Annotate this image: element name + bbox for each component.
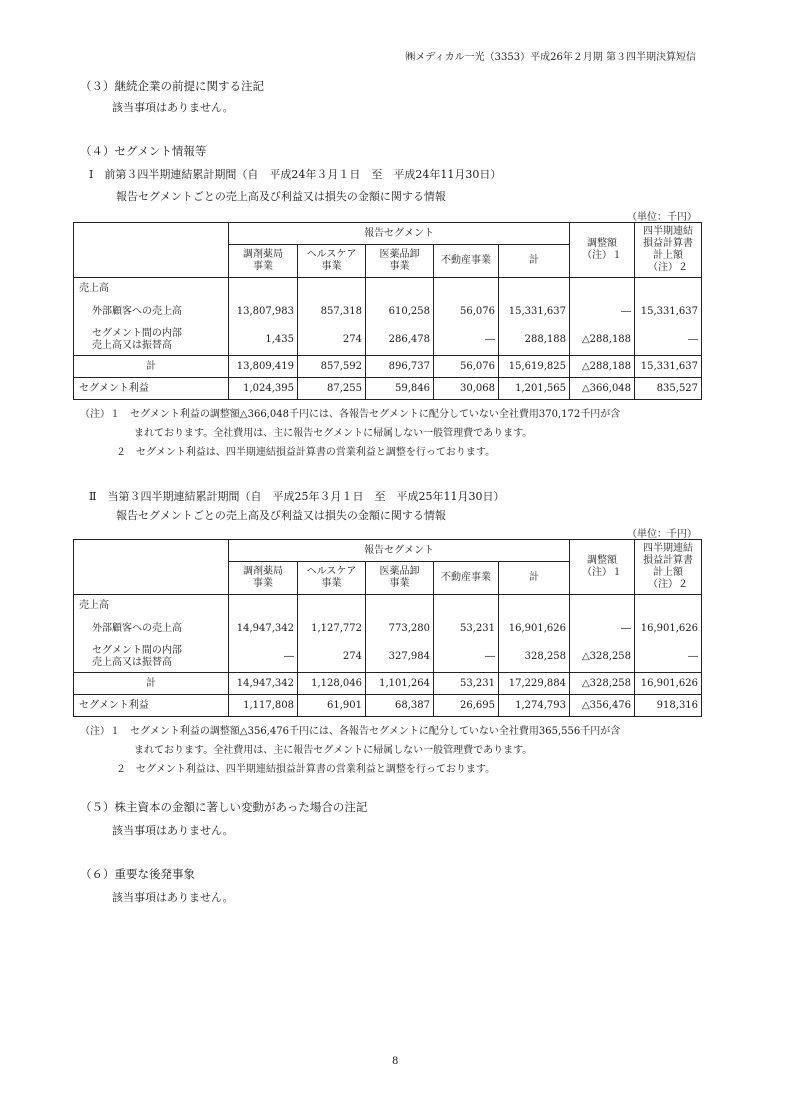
section-5-body: 該当事項はありません。 [112,824,234,837]
cell-value: 15,619,825 [499,356,570,378]
header-reported-segments: 報告セグメント [229,223,570,245]
cell-value: ― [570,299,635,324]
cell-value: △288,188 [570,356,635,378]
cell-value: 61,901 [298,695,366,717]
header-pharmacy: 調剤薬局 事業 [229,245,298,278]
period-2-note-2: ２ セグメント利益は、四半期連結損益計算書の営業利益と調整を行っております。 [116,764,496,775]
page-header: ㈱メディカル一光（3353）平成26年２月期 第３四半期決算短信 [405,52,696,63]
header-pharmacy: 調剤薬局 事業 [229,562,298,595]
header-blank [74,223,229,278]
row-sales-label: 売上高 [74,595,229,617]
cell-value: 1,274,793 [499,695,570,717]
cell-value: 16,901,626 [635,673,702,695]
cell-value: ― [229,641,298,673]
cell-value: 17,229,884 [499,673,570,695]
row-profit-label: セグメント利益 [74,378,229,400]
period-1-note-1-cont: まれております。全社費用は、主に報告セグメントに帰属しない一般管理費であります。 [134,428,533,439]
cell-value: 26,695 [434,695,499,717]
cell-value: 56,076 [434,299,499,324]
cell-value: 773,280 [366,616,434,641]
header-wholesale: 医薬品卸 事業 [366,562,434,595]
cell-value: 68,387 [366,695,434,717]
header-healthcare: ヘルスケア 事業 [298,245,366,278]
period-1-title: Ⅰ 前第３四半期連結累計期間（自 平成24年３月１日 至 平成24年11月30日） [89,168,502,181]
period-2-unit: （単位：千円） [627,529,697,540]
section-6-title: （６）重要な後発事象 [80,867,195,881]
cell-value: 286,478 [366,324,434,356]
row-external-label: 外部顧客への売上高 [74,616,229,641]
period-2-note-1-cont: まれております。全社費用は、主に報告セグメントに帰属しない一般管理費であります。 [134,745,533,756]
segment-table-2 [73,539,702,717]
cell-value: ― [434,641,499,673]
header-wholesale: 医薬品卸 事業 [366,245,434,278]
header-real-estate: 不動産事業 [434,245,499,278]
cell-value: 53,231 [434,616,499,641]
cell-value: 13,807,983 [229,299,298,324]
cell-value: 30,068 [434,378,499,400]
cell-value: 1,128,046 [298,673,366,695]
cell-value: 14,947,342 [229,673,298,695]
cell-value: 918,316 [635,695,702,717]
section-3-body: 該当事項はありません。 [112,101,234,114]
cell-value: 1,127,772 [298,616,366,641]
row-profit-label: セグメント利益 [74,695,229,717]
row-subtotal-label: 計 [74,356,229,378]
header-reported-segments: 報告セグメント [229,540,570,562]
cell-value: 53,231 [434,673,499,695]
cell-value: ― [570,616,635,641]
row-sales-label: 売上高 [74,278,229,300]
header-real-estate: 不動産事業 [434,562,499,595]
header-consolidated: 四半期連結 損益計算書 計上額 （注）２ [635,540,702,595]
cell-value: 13,809,419 [229,356,298,378]
header-total: 計 [499,562,570,595]
cell-value: 15,331,637 [499,299,570,324]
section-4-title: （４）セグメント情報等 [80,144,207,158]
section-3-title: （３）継続企業の前提に関する注記 [80,79,264,93]
period-1-note-1: （注）１ セグメント利益の調整額△366,048千円には、各報告セグメントに配分していない全社費用370,172千円が含 [80,409,621,420]
cell-value: 1,024,395 [229,378,298,400]
section-5-title: （５）株主資本の金額に著しい変動があった場合の注記 [80,800,368,814]
period-1-note-2: ２ セグメント利益は、四半期連結損益計算書の営業利益と調整を行っております。 [116,447,496,458]
cell-value: 15,331,637 [635,356,702,378]
period-2-subtitle: 報告セグメントごとの売上高及び利益又は損失の金額に関する情報 [116,509,446,522]
cell-value: △288,188 [570,324,635,356]
cell-value: 274 [298,641,366,673]
header-healthcare: ヘルスケア 事業 [298,562,366,595]
cell-value: 896,737 [366,356,434,378]
period-2-title: Ⅱ 当第３四半期連結累計期間（自 平成25年３月１日 至 平成25年11月30日） [89,490,505,503]
cell-value: ― [434,324,499,356]
cell-value: 16,901,626 [499,616,570,641]
cell-value: 1,101,264 [366,673,434,695]
segment-table-1 [73,222,702,400]
row-subtotal-label: 計 [74,673,229,695]
cell-value: 857,318 [298,299,366,324]
row-intersegment-label: セグメント間の内部 売上高又は振替高 [74,641,229,673]
period-1-unit: （単位：千円） [627,212,697,223]
cell-value: 1,117,808 [229,695,298,717]
header-blank [74,540,229,595]
cell-value: 288,188 [499,324,570,356]
page-number: 8 [392,1056,399,1067]
cell-value: 327,984 [366,641,434,673]
cell-value: 835,527 [635,378,702,400]
cell-value: 87,255 [298,378,366,400]
header-adjustment: 調整額 （注）１ [570,540,635,595]
header-adjustment: 調整額 （注）１ [570,223,635,278]
cell-value: 610,258 [366,299,434,324]
cell-value: 56,076 [434,356,499,378]
cell-value: 274 [298,324,366,356]
cell-value: 59,846 [366,378,434,400]
cell-value: ― [635,641,702,673]
section-6-body: 該当事項はありません。 [112,891,234,904]
period-2-note-1: （注）１ セグメント利益の調整額△356,476千円には、各報告セグメントに配分していない全社費用365,556千円が含 [80,726,621,737]
cell-value: 857,592 [298,356,366,378]
period-1-subtitle: 報告セグメントごとの売上高及び利益又は損失の金額に関する情報 [116,190,446,203]
cell-value: 14,947,342 [229,616,298,641]
row-external-label: 外部顧客への売上高 [74,299,229,324]
cell-value: 16,901,626 [635,616,702,641]
cell-value: △328,258 [570,641,635,673]
cell-value: 1,201,565 [499,378,570,400]
cell-value: ― [635,324,702,356]
cell-value: △366,048 [570,378,635,400]
header-consolidated: 四半期連結 損益計算書 計上額 （注）２ [635,223,702,278]
header-total: 計 [499,245,570,278]
cell-value: 1,435 [229,324,298,356]
row-intersegment-label: セグメント間の内部 売上高又は振替高 [74,324,229,356]
cell-value: △356,476 [570,695,635,717]
cell-value: △328,258 [570,673,635,695]
cell-value: 328,258 [499,641,570,673]
cell-value: 15,331,637 [635,299,702,324]
